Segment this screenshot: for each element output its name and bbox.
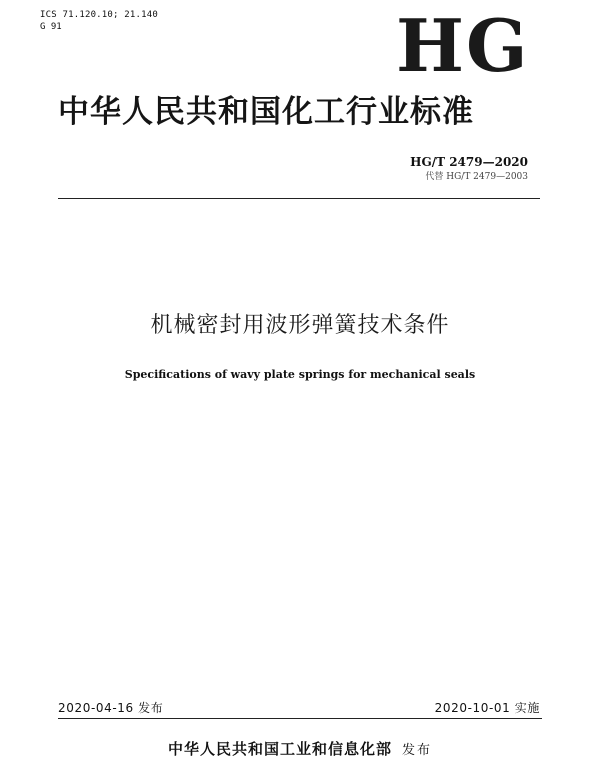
ccs-code: G 91 [40,22,62,32]
standard-number: HG/T 2479—2020 [410,155,528,169]
document-title-chinese: 机械密封用波形弹簧技术条件 [150,313,450,338]
publisher-line [0,739,600,761]
issue-date: 2020-04-16 发布 [58,701,164,715]
standard-category-title: 中华人民共和国化工行业标准 [58,94,474,130]
publish-label: 发布 [402,743,433,758]
publisher-name: 中华人民共和国工业和信息化部 [167,740,392,758]
ics-code: ICS 71.120.10; 21.140 [40,10,158,20]
header-divider [58,198,540,199]
document-title-english: Specifications of wavy plate springs for mechanical seals [124,368,476,381]
hg-logo: HG [396,3,530,88]
implementation-date: 2020-10-01 实施 [434,701,540,715]
footer-divider [58,718,542,719]
replaces-standard: 代替 HG/T 2479—2003 [425,172,528,182]
